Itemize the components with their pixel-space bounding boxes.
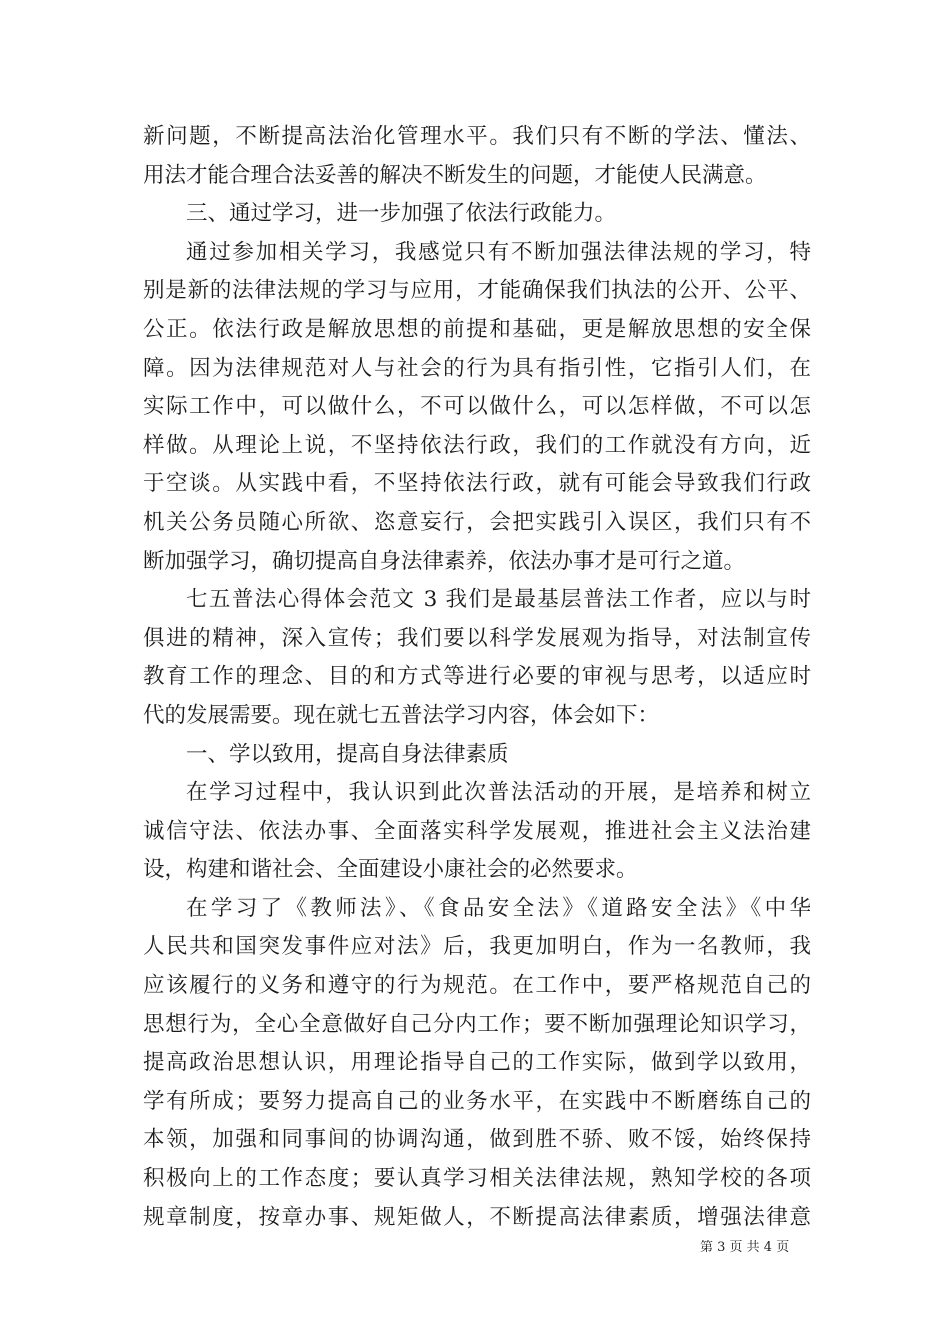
text-line: 机关公务员随心所欲、恣意妄行，会把实践引入误区，我们只有不: [143, 509, 811, 535]
page-number-footer: 第 3 页 共 4 页: [700, 1240, 790, 1255]
text-line: 教育工作的理念、目的和方式等进行必要的审视与思考，以适应时: [143, 664, 811, 690]
text-line: 通过参加相关学习，我感觉只有不断加强法律法规的学习，特: [186, 239, 811, 265]
text-line: 三、通过学习，进一步加强了依法行政能力。: [186, 201, 617, 227]
text-line: 公正。依法行政是解放思想的前提和基础，更是解放思想的安全保: [143, 316, 811, 342]
text-line: 别是新的法律法规的学习与应用，才能确保我们执法的公开、公平、: [143, 278, 811, 304]
text-line: 本领，加强和同事间的协调沟通，做到胜不骄、败不馁，始终保持: [143, 1127, 811, 1153]
text-line: 断加强学习，确切提高自身法律素养，依法办事才是可行之道。: [143, 548, 746, 574]
text-line: 于空谈。从实践中看，不坚持依法行政，就有可能会导致我们行政: [143, 471, 811, 497]
text-line: 设，构建和谐社会、全面建设小康社会的必然要求。: [143, 857, 638, 883]
text-line: 代的发展需要。现在就七五普法学习内容，体会如下：: [143, 702, 660, 728]
text-line: 在学习了《教师法》、《食品安全法》《道路安全法》《中华: [186, 895, 811, 921]
text-line: 俱进的精神，深入宣传；我们要以科学发展观为指导，对法制宣传: [143, 625, 811, 651]
text-line: 七五普法心得体会范文 3 我们是最基层普法工作者，应以与时: [186, 587, 811, 613]
text-line: 规章制度，按章办事、规矩做人，不断提高法律素质，增强法律意: [143, 1204, 811, 1230]
text-line: 样做。从理论上说，不坚持依法行政，我们的工作就没有方向，近: [143, 432, 811, 458]
text-line: 诚信守法、依法办事、全面落实科学发展观，推进社会主义法治建: [143, 818, 811, 844]
text-line: 在学习过程中，我认识到此次普法活动的开展，是培养和树立: [186, 780, 811, 806]
text-line: 学有所成；要努力提高自己的业务水平，在实践中不断磨练自己的: [143, 1088, 811, 1114]
text-line: 障。因为法律规范对人与社会的行为具有指引性，它指引人们，在: [143, 355, 811, 381]
text-line: 积极向上的工作态度；要认真学习相关法律法规，熟知学校的各项: [143, 1166, 811, 1192]
text-line: 实际工作中，可以做什么，不可以做什么，可以怎样做，不可以怎: [143, 394, 811, 420]
text-line: 人民共和国突发事件应对法》后，我更加明白，作为一名教师，我: [143, 934, 811, 960]
text-line: 新问题，不断提高法治化管理水平。我们只有不断的学法、懂法、: [143, 124, 811, 149]
text-line: 一、学以致用，提高自身法律素质: [186, 741, 509, 767]
text-line: 提高政治思想认识，用理论指导自己的工作实际，做到学以致用，: [143, 1050, 811, 1076]
text-line: 用法才能合理合法妥善的解决不断发生的问题，才能使人民满意。: [143, 162, 767, 188]
document-body: [143, 118, 811, 1237]
text-line: 思想行为，全心全意做好自己分内工作；要不断加强理论知识学习，: [143, 1011, 811, 1037]
text-line: 应该履行的义务和遵守的行为规范。在工作中，要严格规范自己的: [143, 973, 811, 999]
